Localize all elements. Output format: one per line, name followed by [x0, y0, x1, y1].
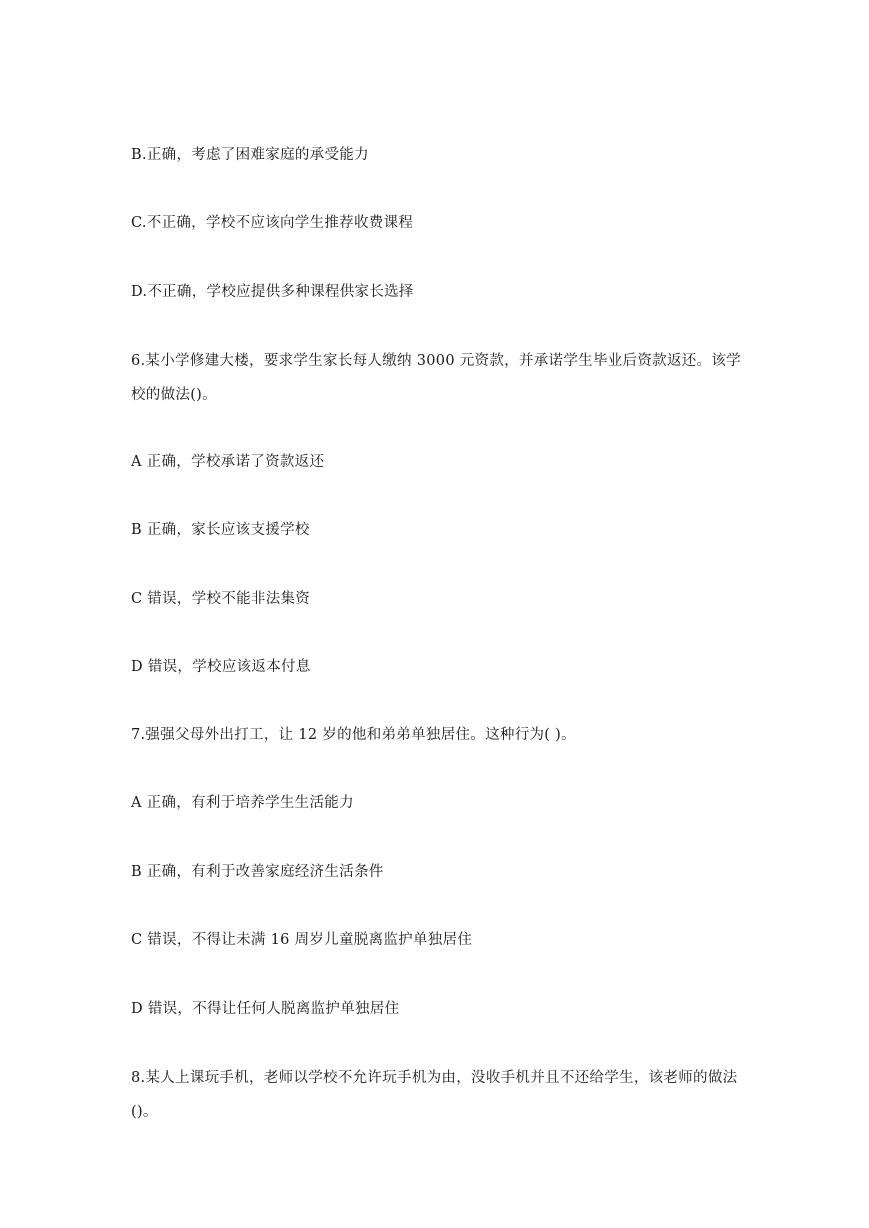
- q6-option-a: A 正确，学校承诺了资款返还: [131, 454, 325, 470]
- q6-question: 6.某小学修建大楼，要求学生家长每人缴纳 3000 元资款，并承诺学生毕业后资款返还。该学校的做法()。: [131, 353, 741, 403]
- q8-question: 8.某人上课玩手机，老师以学校不允许玩手机为由，没收手机并且不还给学生，该老师的做法()。: [131, 1070, 738, 1120]
- q6-option-c: C 错误，学校不能非法集资: [131, 591, 311, 607]
- q5-option-c: C.不正确，学校不应该向学生推荐收费课程: [131, 215, 414, 231]
- q7-option-c: C 错误，不得让未满 16 周岁儿童脱离监护单独居住: [131, 932, 473, 948]
- q7-option-a: A 正确，有利于培养学生生活能力: [131, 795, 354, 811]
- q5-option-d: D.不正确，学校应提供多种课程供家长选择: [131, 284, 414, 300]
- q7-option-b: B 正确，有利于改善家庭经济生活条件: [131, 864, 384, 880]
- q7-question: 7.强强父母外出打工，让 12 岁的他和弟弟单独居住。这种行为( )。: [131, 727, 576, 743]
- q7-option-d: D 错误，不得让任何人脱离监护单独居住: [131, 1001, 400, 1017]
- q5-option-b: B.正确，考虑了困难家庭的承受能力: [131, 147, 369, 163]
- q6-option-b: B 正确，家长应该支援学校: [131, 522, 310, 538]
- q6-option-d: D 错误，学校应该返本付息: [131, 659, 311, 675]
